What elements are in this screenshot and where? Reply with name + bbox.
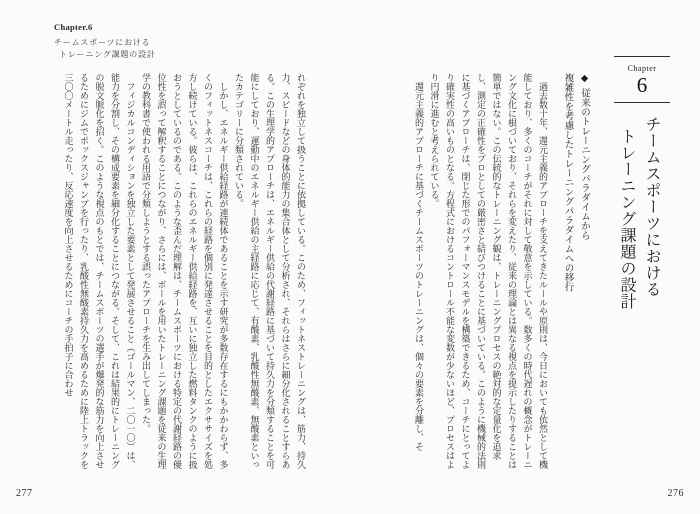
chapter-title-line2: トレーニング課題の設計 — [618, 128, 635, 310]
chapter-rule-bottom — [614, 102, 670, 103]
page-number-right: 276 — [667, 488, 684, 499]
running-header — [54, 21, 156, 62]
paragraph-continuation: れぞれを独立して扱うことに依拠している。このため、フィットネストレーニングは、筋力、持久力、スピードなどの身体的能力の集合体として分析され、それらはさらに細分化されることすらある。この生理学的アプローチは、エネルギー供給の代謝経路に基づいて持久力を分類することを可能にしており、運動中のエネルギー供給の主経路に応じて、有酸素、乳酸性無酸素、無酸素といったカテゴリーに分類されている。 — [234, 73, 306, 469]
chapter-label: Chapter — [627, 64, 657, 73]
running-header-title-line2: トレーニング課題の設計 — [59, 50, 156, 59]
diamond-bullet-icon: ◆ — [579, 73, 589, 84]
page-number-left: 277 — [16, 488, 33, 499]
section-heading-line2: 複雑性を考慮したトレーニングパラダイムへの移行 — [562, 73, 573, 292]
right-page-body — [400, 73, 550, 471]
running-header-title-line1: チームスポーツにおける — [54, 37, 151, 47]
running-header-chapter: Chapter.6 — [54, 22, 93, 32]
chapter-title-line1: チームスポーツにおける — [643, 116, 660, 298]
chapter-rule-top — [614, 56, 670, 57]
chapter-marker — [614, 56, 670, 103]
paragraph: 還元主義的アプローチに基づくチームスポーツのトレーニングは、個々の要素を分離し、そ — [414, 82, 424, 451]
chapter-number: 6 — [636, 73, 648, 97]
paragraph: 過去数十年、還元主義的アプローチを支えてきたルールや原則は、今日においても依然として機能しており、多くのコーチがそれに対して敬意を示している。数多くの時代遅れの概念がトレーニング文化に根づいており、それらを変えたり、従来の理論とは異なる視点を提示したりすることは簡単ではない。この伝統的なトレーニング観は、トレーニングプロセスの絶対的な定量化を追求し、測定の正確性をプロとしての厳密さと結びつけることに基づいている。このように機械的法則に基づくアプローチは、閉じた形でのパフォーマンスモデルを構築できるため、コーチにとってより確実性の高いものとなる。方程式におけるコントロール不能な変数が少ないほど、プロセスはより円滑に進むと考えられている。 — [429, 73, 548, 469]
section-heading — [559, 73, 592, 309]
paragraph: しかし、エネルギー供給経路が連続体であることを示す研究が多数存在するにもかかわらず、多くのフィットネスコーチは、これらの経路を個別に発達させることを目的としたエクササイズを処方し続けている。彼らは、これらのエネルギー供給経路を、互いに独立した燃料タンクのように扱おうとしているのである。このような歪んだ理解は、チームスポーツにおける特定の代謝経路の優位性を誤って解釈することにつながり、さらには、ボールを用いたトレーニング課題を従来の生理学の教科書で使われる用語で分類しようとする誤ったアプローチを生み出してしまった。 — [141, 73, 229, 469]
left-page-body — [46, 73, 308, 471]
section-heading-line1 — [576, 73, 593, 309]
paragraph: フィジカルコンディションを独立した要素として発展させること（ゴールマン、二〇一〇）は、能力を分割し、その構成要素を細分化することにつながる。そして、これは結果的にトレーニングの脱文脈化を招く。このような視点のもとでは、チームスポーツの選手が爆発的な筋力を向上させるためにジムでボックスジャンプを行ったり、乳酸性無酸素持久力を高めるために陸上トラックを三〇〇メートル走ったり、反応速度を向上させるためにコーチの手拍子に合わせ — [63, 73, 136, 469]
section-heading-text1: 従来のトレーニングパラダイムから — [579, 88, 589, 240]
chapter-title — [614, 116, 664, 331]
